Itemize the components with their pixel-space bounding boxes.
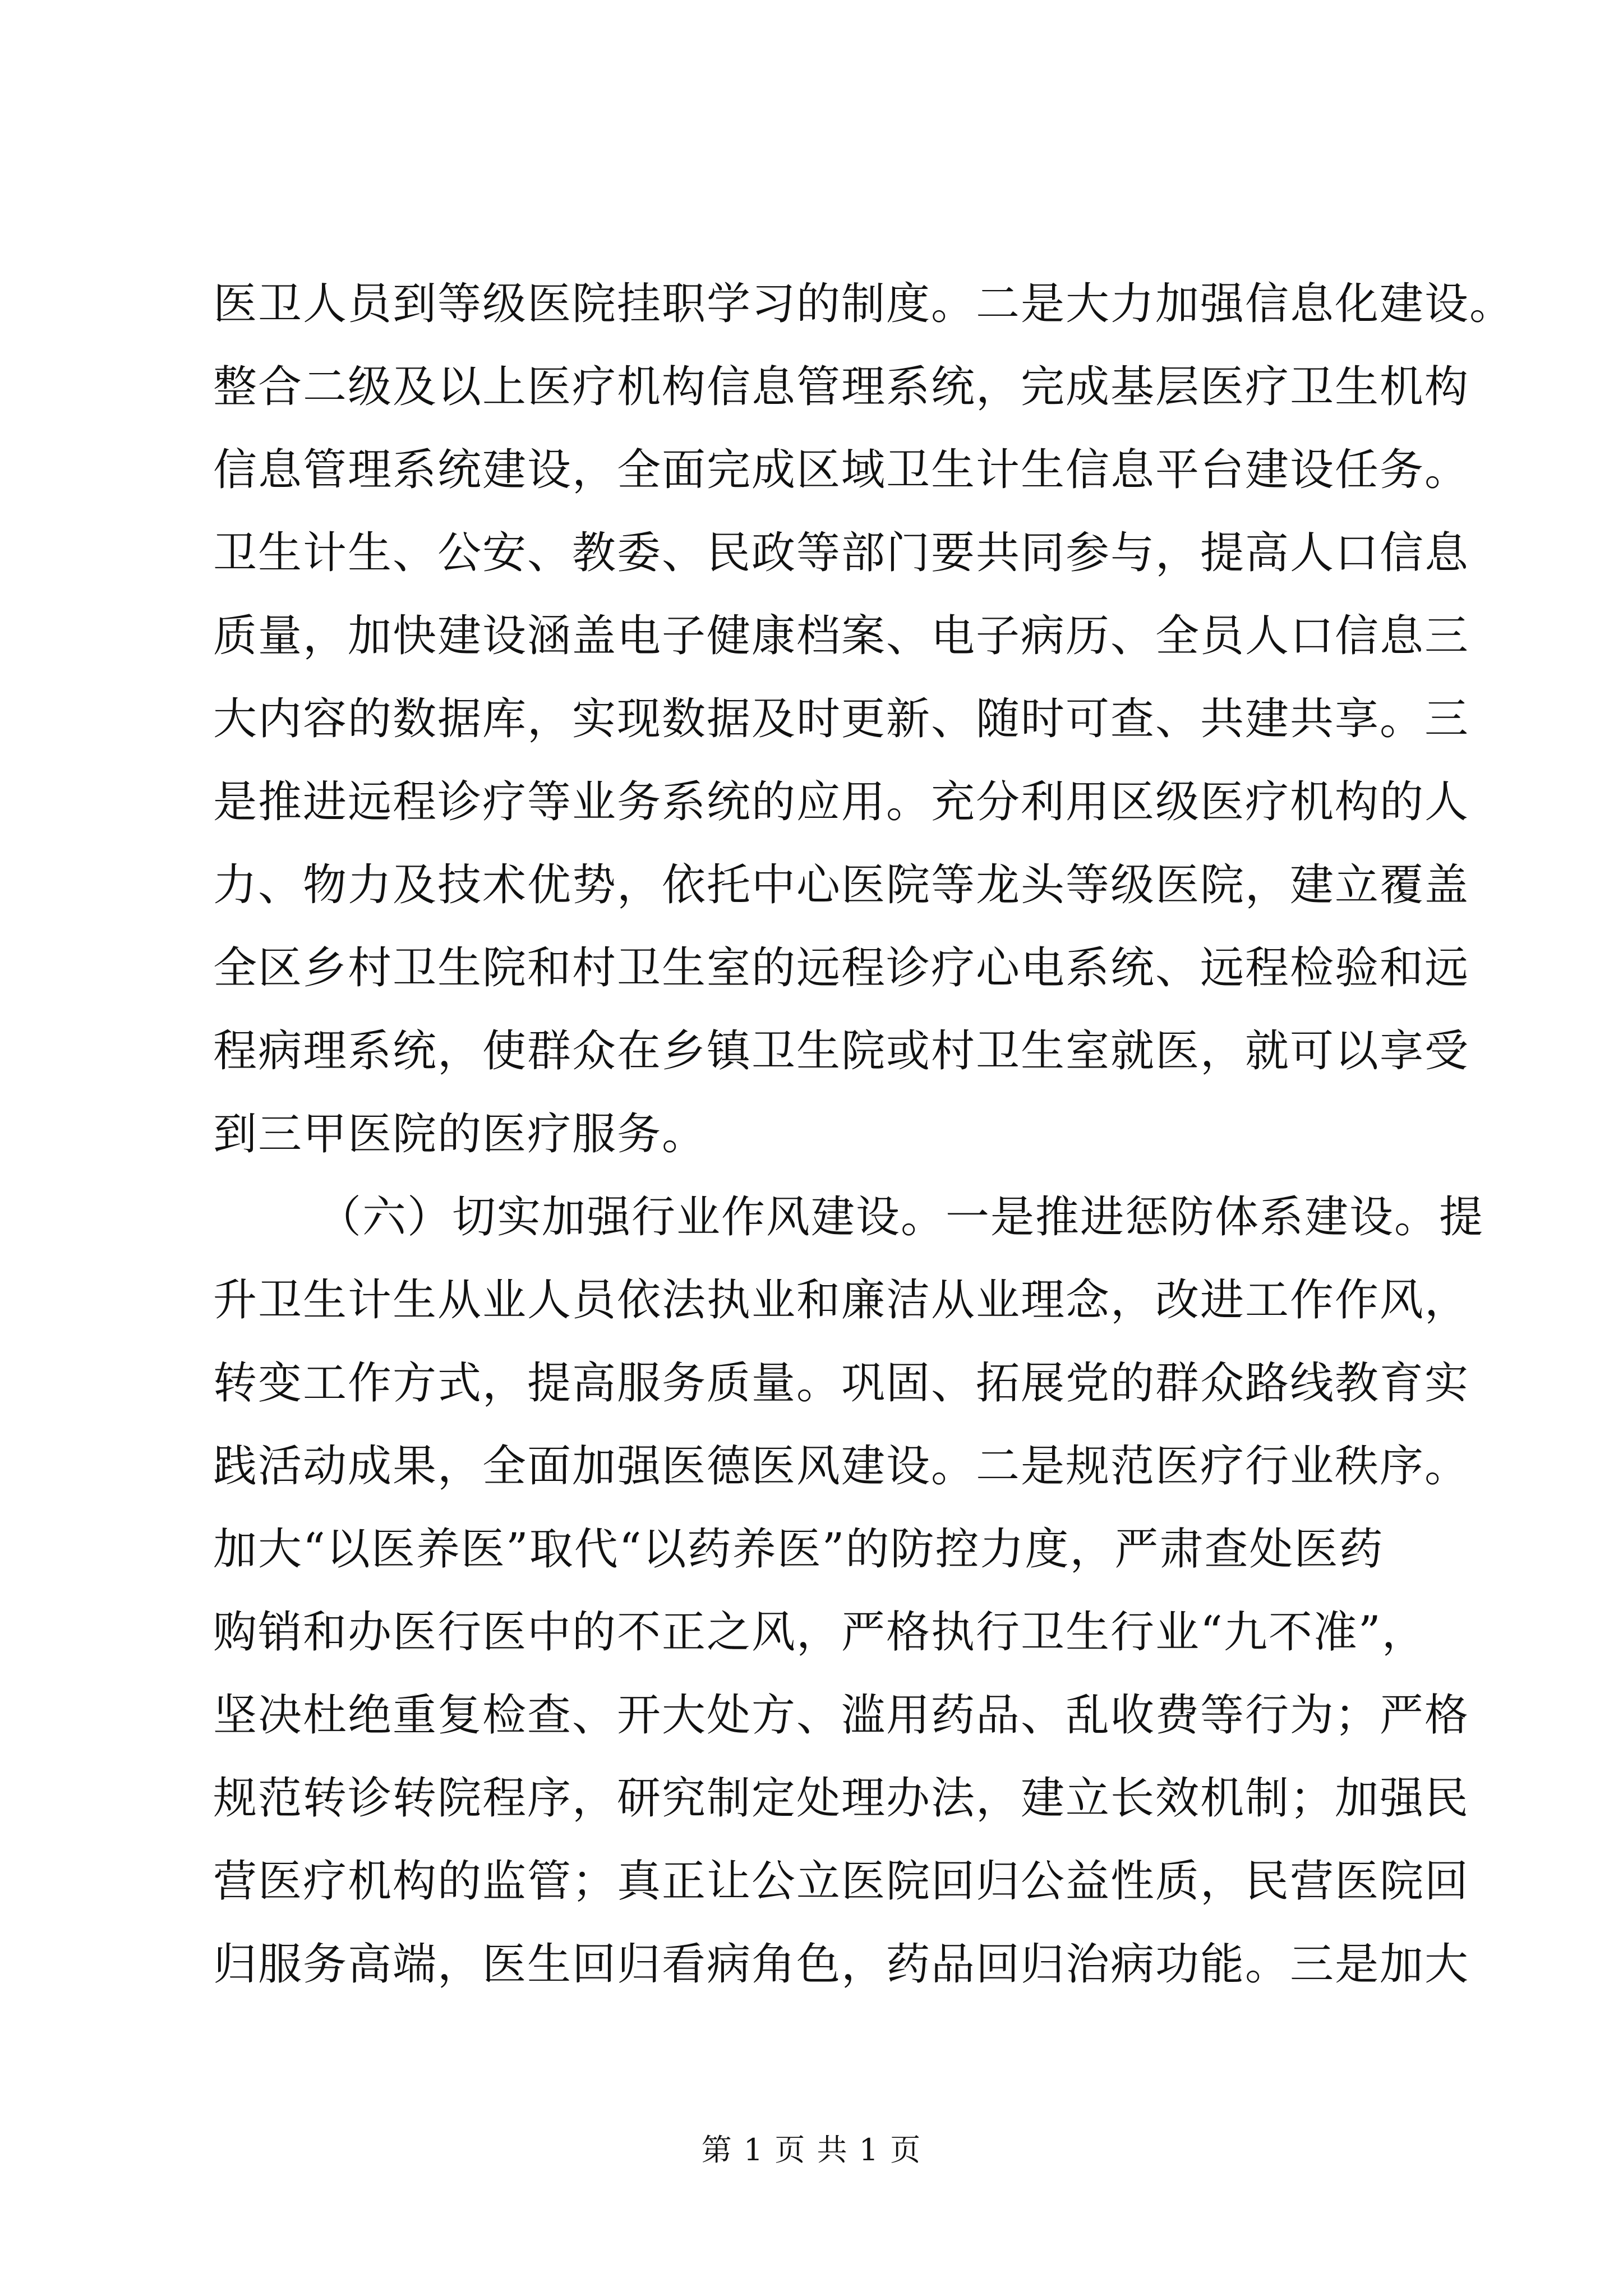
text-line: 是推进远程诊疗等业务系统的应用。充分利用区级医疗机构的人 (213, 777, 1470, 827)
text-line: 购销和办医行医中的不正之风，严格执行卫生行业“九不准”， (213, 1607, 1427, 1658)
text-line: 大内容的数据库，实现数据及时更新、随时可查、共建共享。三 (213, 694, 1470, 744)
text-line: 升卫生计生从业人员依法执业和廉洁从业理念，改进工作作风， (213, 1275, 1470, 1326)
text-line: 到三甲医院的医疗服务。 (213, 1109, 707, 1159)
text-line: 归服务高端，医生回归看病角色，药品回归治病功能。三是加大 (213, 1939, 1470, 1990)
text-line: 规范转诊转院程序，研究制定处理办法，建立长效机制；加强民 (213, 1773, 1470, 1824)
text-line: 整合二级及以上医疗机构信息管理系统，完成基层医疗卫生机构 (213, 362, 1470, 412)
text-line: 加大“以医养医”取代“以药养医”的防控力度，严肃查处医药 (213, 1524, 1384, 1575)
text-line: 程病理系统，使群众在乡镇卫生院或村卫生室就医，就可以享受 (213, 1026, 1470, 1076)
text-line: 力、物力及技术优势，依托中心医院等龙头等级医院，建立覆盖 (213, 860, 1470, 910)
text-line: 信息管理系统建设，全面完成区域卫生计生信息平台建设任务。 (213, 445, 1470, 495)
text-line: 践活动成果，全面加强医德医风建设。二是规范医疗行业秩序。 (213, 1441, 1470, 1492)
text-line: 全区乡村卫生院和村卫生室的远程诊疗心电系统、远程检验和远 (213, 943, 1470, 993)
document-body (213, 263, 1515, 2006)
page-footer: 第 1 页 共 1 页 (701, 2132, 922, 2168)
text-line: 质量，加快建设涵盖电子健康档案、电子病历、全员人口信息三 (213, 611, 1470, 661)
text-line: 转变工作方式，提高服务质量。巩固、拓展党的群众路线教育实 (213, 1358, 1470, 1409)
text-line: 营医疗机构的监管；真正让公立医院回归公益性质，民营医院回 (213, 1856, 1470, 1907)
text-line: 卫生计生、公安、教委、民政等部门要共同参与，提高人口信息 (213, 528, 1470, 578)
text-line: 坚决杜绝重复检查、开大处方、滥用药品、乱收费等行为；严格 (213, 1690, 1470, 1741)
section-heading-line: （六）切实加强行业作风建设。一是推进惩防体系建设。提 (317, 1192, 1484, 1243)
text-line: 医卫人员到等级医院挂职学习的制度。二是大力加强信息化建设。 (213, 279, 1515, 329)
